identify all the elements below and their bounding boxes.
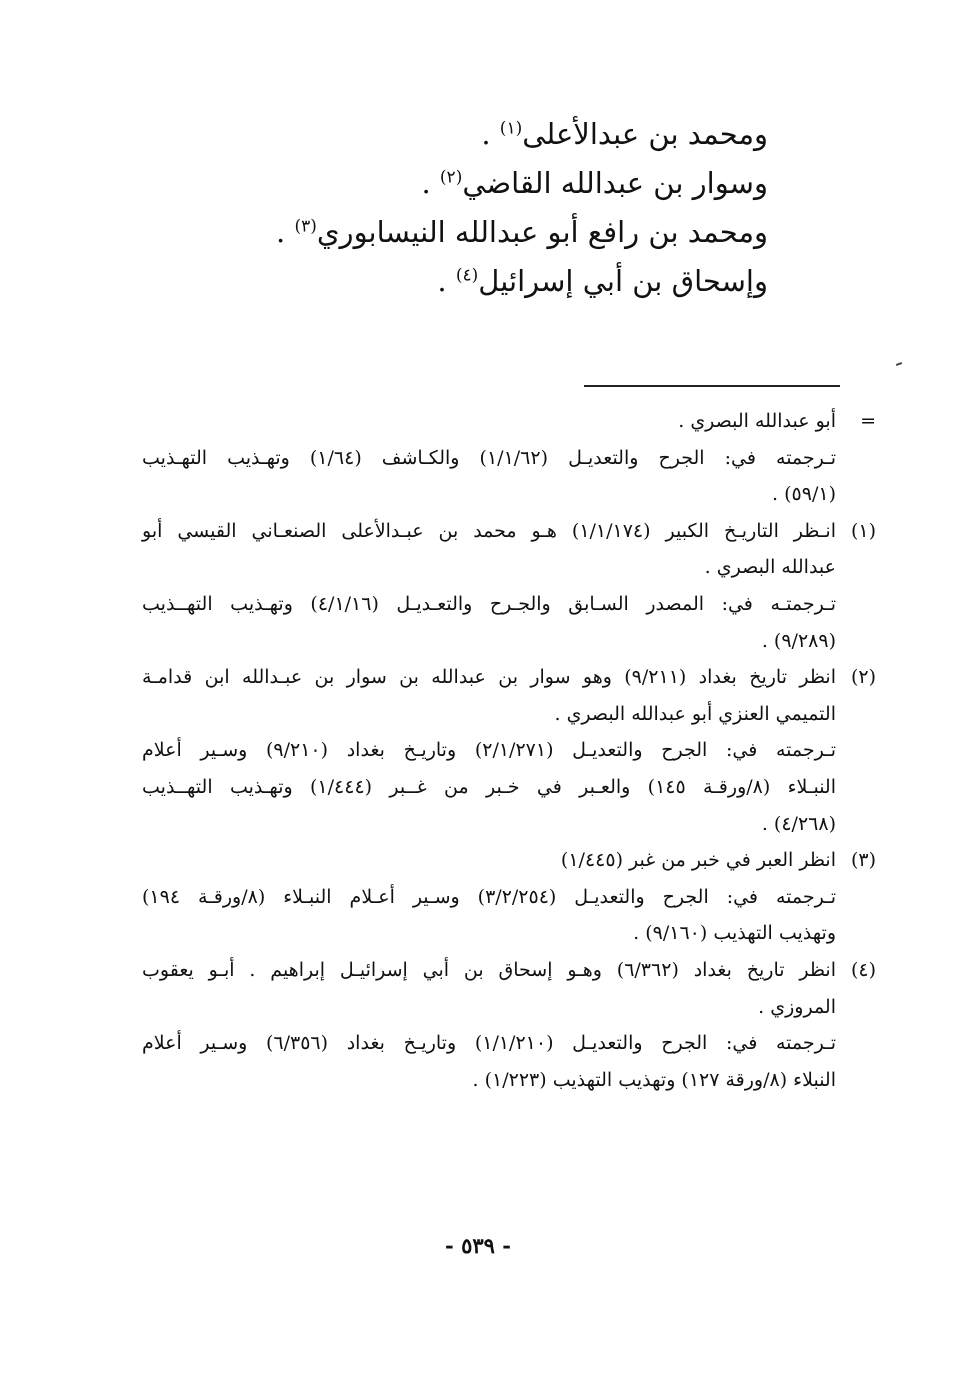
footnotes — [142, 403, 876, 1098]
footnote-number: (٤) — [850, 958, 876, 981]
continuation-marker: = — [860, 410, 876, 432]
footnote-line: تـرجمته في: الجرح والتعديـل (١/١/٦٢) والكـاشف (١/٦٤) وتهـذيب التهـذيب — [142, 446, 836, 469]
footnote-line: تـرجمته في: الجرح والتعديـل (٢/١/٢٧١) وتاريـخ بغداد (٩/٢١٠) وسـير أعلام — [142, 739, 836, 762]
footnote-line: التميمي العنزي أبو عبدالله البصري . — [554, 702, 836, 725]
line-end: . — [276, 215, 295, 249]
line-end: . — [481, 117, 500, 151]
footnote-ref: (٢) — [439, 167, 463, 188]
narrator-line — [128, 208, 768, 257]
footnote-line: انظر العبر في خبر من غبر (١/٤٤٥) — [560, 849, 836, 872]
page-number: - ٥٣٩ - — [445, 1233, 511, 1258]
footnote-number: (٣) — [850, 849, 876, 872]
footnote-ref: (٣) — [294, 216, 317, 237]
footnote-line: انـظر التاريـخ الكبير (١/١/١٧٤) هـو محمد بن عبـدالأعلى الصنعـاني القيسي أبو — [142, 519, 836, 542]
footnote-line: المروزي . — [758, 995, 836, 1018]
scan-speck — [896, 362, 902, 366]
footnote-1 — [142, 513, 876, 659]
footnote-3 — [142, 842, 876, 952]
footnote-line: انظر تاريخ بغداد (٩/٢١١) وهو سوار بن عبدالله بن سوار بن عبـدالله ابن قدامـة — [142, 666, 836, 689]
footnote-4 — [142, 952, 876, 1098]
footnote-line: وتهذيب التهذيب (٩/١٦٠) . — [633, 922, 836, 945]
footnote-line: (٥٩/١) . — [772, 483, 836, 506]
footnote-line: النبـلاء (٨/ورقـة ١٤٥) والعـبر في خـبر من غــبر (١/٤٤٤) وتهـذيب التهــذيب — [142, 775, 836, 798]
footnote-line: انظر تاريخ بغداد (٦/٣٦٢) وهـو إسحاق بن أبي إسرائيـل إبراهيم . أبـو يعقوب — [142, 958, 837, 981]
footnote-line: تـرجمته في: الجرح والتعديـل (٣/٢/٢٥٤) وسـير أعـلام النبـلاء (٨/ورقـة ١٩٤) — [142, 885, 836, 908]
narrator-name: وسوار بن عبدالله القاضي — [462, 166, 768, 200]
footnote-ref: (١) — [499, 118, 523, 139]
line-end: . — [421, 166, 440, 200]
narrator-line — [128, 110, 768, 159]
footnote-number: (٢) — [850, 666, 876, 689]
footnote-line: (٩/٢٨٩) . — [761, 629, 836, 652]
footnote-line: عبدالله البصري . — [704, 556, 836, 579]
footnote-2 — [142, 659, 876, 842]
narrator-line — [128, 257, 768, 306]
line-end: . — [437, 264, 456, 298]
footnote-line: (٤/٢٦٨) . — [761, 812, 836, 835]
narrator-name: ومحمد بن عبدالأعلى — [522, 117, 768, 151]
narrator-name: ومحمد بن رافع أبو عبدالله النيسابوري — [316, 215, 768, 249]
footnote-line: أبو عبدالله البصري . — [678, 410, 836, 432]
footnote-divider — [584, 385, 840, 387]
footnote-number: (١) — [850, 519, 876, 542]
footnote-line: تـرجمتـه في: المصدر السـابق والجـرح والتعـديـل (٤/١/١٦) وتهـذيب التهــذيب — [142, 592, 836, 615]
footnote-line: النبلاء (٨/ورقة ١٢٧) وتهذيب التهذيب (١/٢٢٣) . — [472, 1068, 836, 1091]
footnote-ref: (٤) — [455, 265, 479, 286]
main-text — [128, 110, 768, 306]
narrator-line — [128, 159, 768, 208]
footnote-line: تـرجمته في: الجرح والتعديـل (١/١/٢١٠) وتاريـخ بغداد (٦/٣٥٦) وسـير أعلام — [142, 1032, 836, 1055]
footnote-continuation — [142, 403, 876, 513]
narrator-name: وإسحاق بن أبي إسرائيل — [478, 264, 768, 298]
